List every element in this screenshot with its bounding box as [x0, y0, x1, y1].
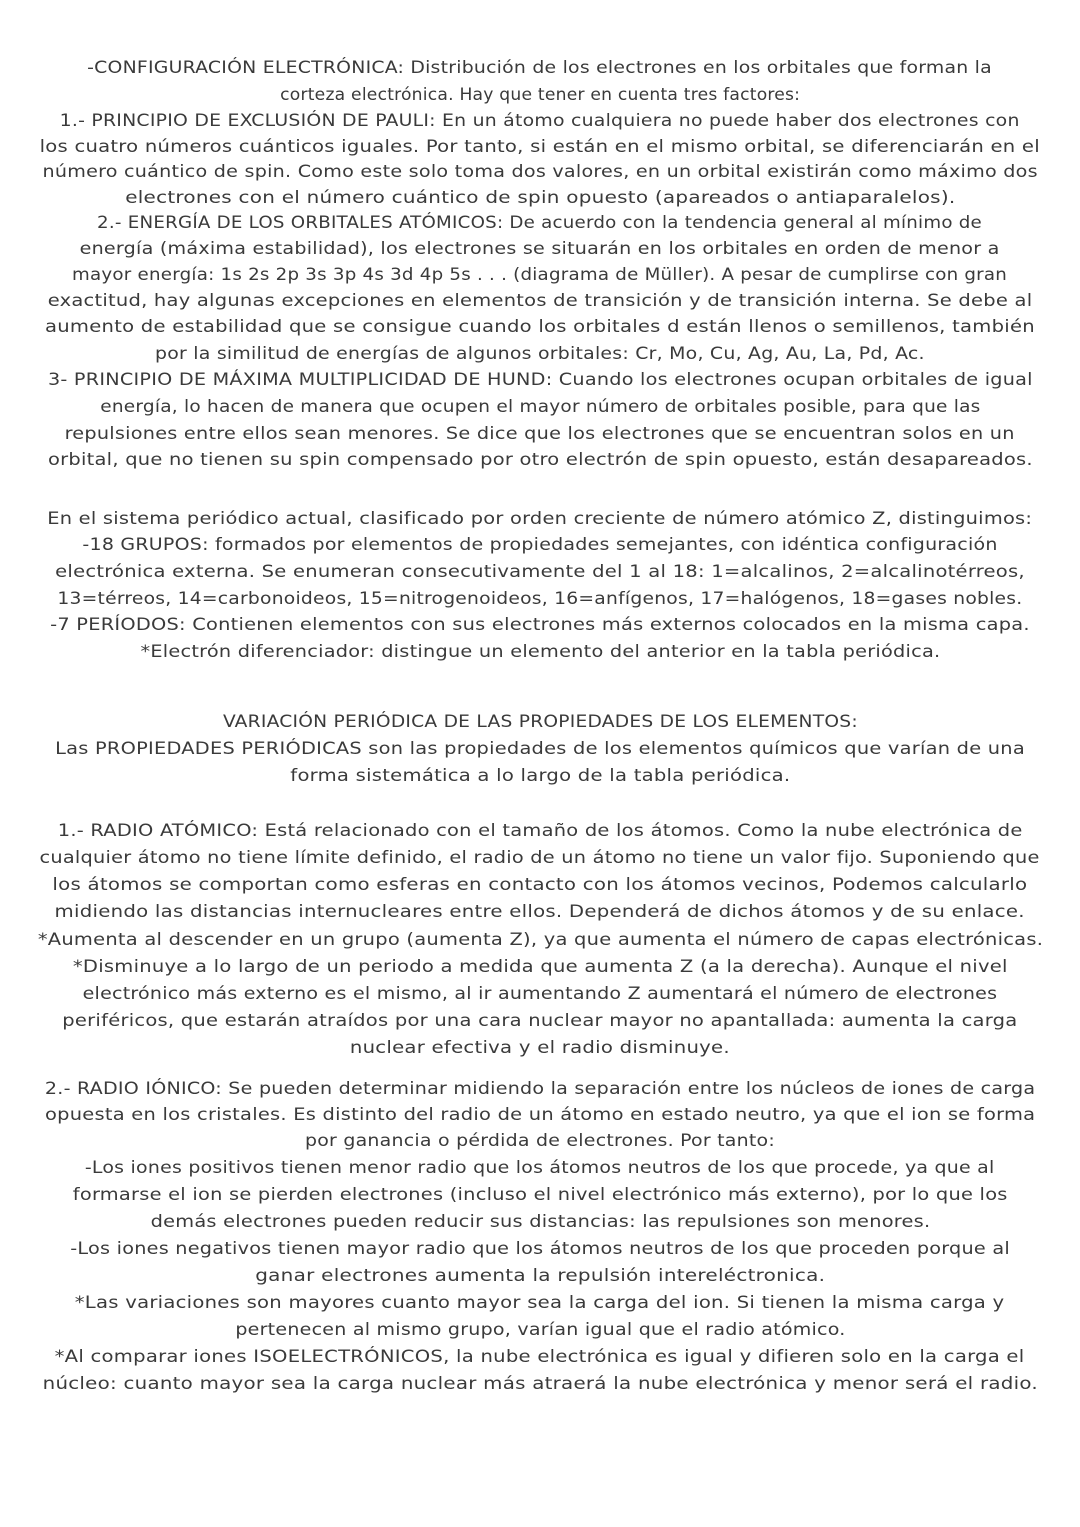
- configuracion-electronica-line: [0, 187, 1080, 209]
- text-line: -Los iones positivos tienen menor radio que los átomos neutros de los que procede, ya que al: [85, 1158, 995, 1178]
- radio-ionico-line: [0, 1373, 1080, 1395]
- sistema-periodico-line: [0, 561, 1080, 583]
- radio-atomico-line: [0, 1010, 1080, 1032]
- radio-ionico-line: [0, 1078, 1080, 1100]
- radio-ionico-line: [0, 1184, 1080, 1206]
- text-line: pertenecen al mismo grupo, varían igual que el radio atómico.: [234, 1320, 846, 1340]
- text-line: *Electrón diferenciador: distingue un elemento del anterior en la tabla periódica.: [140, 642, 940, 662]
- text-line: 3- PRINCIPIO DE MÁXIMA MULTIPLICIDAD DE HUND: Cuando los electrones ocupan orbitales de igual: [47, 370, 1033, 390]
- radio-atomico-line: [0, 929, 1080, 951]
- configuracion-electronica-line: [0, 449, 1080, 471]
- text-line: electrónico más externo es el mismo, al ir aumentando Z aumentará el número de electrones: [82, 984, 998, 1004]
- radio-atomico-line: [0, 956, 1080, 978]
- text-line: por la similitud de energías de algunos orbitales: Cr, Mo, Cu, Ag, Au, La, Pd, Ac.: [155, 344, 925, 364]
- text-line: mayor energía: 1s 2s 2p 3s 3p 4s 3d 4p 5s . . . (diagrama de Müller). A pesar de cumplirse con gran: [72, 265, 1008, 285]
- sistema-periodico-line: [0, 588, 1080, 610]
- text-line: 1.- RADIO ATÓMICO: Está relacionado con el tamaño de los átomos. Como la nube electrónica de: [57, 821, 1023, 841]
- text-line: demás electrones pueden reducir sus distancias: las repulsiones son menores.: [150, 1212, 930, 1232]
- text-line: Las PROPIEDADES PERIÓDICAS son las propiedades de los elementos químicos que varían de una: [55, 739, 1025, 759]
- text-line: *Disminuye a lo largo de un periodo a medida que aumenta Z (a la derecha). Aunque el nivel: [72, 957, 1008, 977]
- variacion-periodica-line: [0, 765, 1080, 787]
- radio-ionico-line: [0, 1265, 1080, 1287]
- text-line: energía (máxima estabilidad), los electrones se situarán en los orbitales en orden de menor a: [79, 239, 1000, 259]
- configuracion-electronica-line: [0, 290, 1080, 312]
- radio-ionico-line: [0, 1292, 1080, 1314]
- text-line: los cuatro números cuánticos iguales. Por tanto, si están en el mismo orbital, se diferenciarán en el: [39, 137, 1041, 157]
- text-line: cualquier átomo no tiene límite definido, el radio de un átomo no tiene un valor fijo. Suponiendo que: [39, 848, 1041, 868]
- text-line: *Las variaciones son mayores cuanto mayor sea la carga del ion. Si tienen la misma carga y: [75, 1293, 1005, 1313]
- radio-ionico-line: [0, 1211, 1080, 1233]
- configuracion-electronica-line: [0, 396, 1080, 418]
- text-line: corteza electrónica. Hay que tener en cuenta tres factores:: [279, 85, 800, 105]
- configuracion-electronica-line: [0, 84, 1080, 106]
- text-line: 2.- RADIO IÓNICO: Se pueden determinar midiendo la separación entre los núcleos de iones de carga: [44, 1079, 1036, 1099]
- radio-atomico-line: [0, 1037, 1080, 1059]
- text-line: electrones con el número cuántico de spin opuesto (apareados o antiaparalelos).: [124, 188, 956, 208]
- text-line: nuclear efectiva y el radio disminuye.: [349, 1038, 731, 1058]
- text-line: electrónica externa. Se enumeran consecutivamente del 1 al 18: 1=alcalinos, 2=alcalinotérreos,: [55, 562, 1025, 582]
- configuracion-electronica-line: [0, 264, 1080, 286]
- radio-atomico-line: [0, 983, 1080, 1005]
- configuracion-electronica-line: [0, 316, 1080, 338]
- radio-atomico-line: [0, 847, 1080, 869]
- text-line: midiendo las distancias internucleares entre ellos. Dependerá de dichos átomos y de su enlace.: [54, 902, 1026, 922]
- text-line: exactitud, hay algunas excepciones en elementos de transición y de transición interna. Se debe al: [47, 291, 1033, 311]
- text-line: *Aumenta al descender en un grupo (aumenta Z), ya que aumenta el número de capas electrónicas.: [37, 930, 1043, 950]
- radio-ionico-line: [0, 1319, 1080, 1341]
- radio-atomico-line: [0, 820, 1080, 842]
- text-line: 13=térreos, 14=carbonoideos, 15=nitrogenoideos, 16=anfígenos, 17=halógenos, 18=gases nobles.: [57, 589, 1023, 609]
- text-line: -Los iones negativos tienen mayor radio que los átomos neutros de los que proceden porque al: [70, 1239, 1010, 1259]
- configuracion-electronica-line: [0, 57, 1080, 79]
- text-line: aumento de estabilidad que se consigue cuando los orbitales d están llenos o semillenos, también: [45, 317, 1035, 337]
- text-line: En el sistema periódico actual, clasificado por orden creciente de número atómico Z, distinguimos:: [47, 509, 1033, 529]
- configuracion-electronica-line: [0, 423, 1080, 445]
- radio-ionico-line: [0, 1130, 1080, 1152]
- sistema-periodico-line: [0, 508, 1080, 530]
- text-line: formarse el ion se pierden electrones (incluso el nivel electrónico más externo), por lo que los: [72, 1185, 1008, 1205]
- text-line: *Al comparar iones ISOELECTRÓNICOS, la nube electrónica es igual y difieren solo en la carga el: [55, 1347, 1025, 1367]
- text-line: 1.- PRINCIPIO DE EXCLUSIÓN DE PAULI: En un átomo cualquiera no puede haber dos electrones con: [59, 111, 1021, 131]
- configuracion-electronica-line: [0, 369, 1080, 391]
- sistema-periodico-line: [0, 641, 1080, 663]
- text-line: repulsiones entre ellos sean menores. Se dice que los electrones que se encuentran solos en un: [64, 424, 1016, 444]
- sistema-periodico-line: [0, 614, 1080, 636]
- variacion-periodica-line: [0, 738, 1080, 760]
- configuracion-electronica-line: [0, 110, 1080, 132]
- radio-ionico-line: [0, 1238, 1080, 1260]
- text-line: forma sistemática a lo largo de la tabla periódica.: [289, 766, 791, 786]
- configuracion-electronica-line: [0, 343, 1080, 365]
- configuracion-electronica-line: [0, 161, 1080, 183]
- radio-ionico-line: [0, 1104, 1080, 1126]
- sistema-periodico-line: [0, 534, 1080, 556]
- text-line: ganar electrones aumenta la repulsión intereléctronica.: [255, 1266, 825, 1286]
- text-line: número cuántico de spin. Como este solo toma dos valores, en un orbital existirán como máximo dos: [42, 162, 1038, 182]
- text-line: VARIACIÓN PERIÓDICA DE LAS PROPIEDADES DE LOS ELEMENTOS:: [222, 712, 858, 732]
- configuracion-electronica-line: [0, 238, 1080, 260]
- text-line: opuesta en los cristales. Es distinto del radio de un átomo en estado neutro, ya que el ion se forma: [44, 1105, 1036, 1125]
- text-line: -18 GRUPOS: formados por elementos de propiedades semejantes, con idéntica configuración: [82, 535, 998, 555]
- text-line: 2.- ENERGÍA DE LOS ORBITALES ATÓMICOS: De acuerdo con la tendencia general al mínimo de: [97, 213, 983, 233]
- radio-atomico-line: [0, 874, 1080, 896]
- text-line: -7 PERÍODOS: Contienen elementos con sus electrones más externos colocados en la misma capa.: [50, 615, 1030, 635]
- text-line: los átomos se comportan como esferas en contacto con los átomos vecinos, Podemos calcularlo: [52, 875, 1028, 895]
- text-line: orbital, que no tienen su spin compensado por otro electrón de spin opuesto, están desapareados.: [47, 450, 1033, 470]
- radio-ionico-line: [0, 1346, 1080, 1368]
- text-line: por ganancia o pérdida de electrones. Por tanto:: [304, 1131, 775, 1151]
- radio-ionico-line: [0, 1157, 1080, 1179]
- configuracion-electronica-line: [0, 212, 1080, 234]
- text-line: núcleo: cuanto mayor sea la carga nuclear más atraerá la nube electrónica y menor será el radio.: [42, 1374, 1038, 1394]
- text-line: energía, lo hacen de manera que ocupen el mayor número de orbitales posible, para que las: [99, 397, 981, 417]
- variacion-periodica-line: [0, 711, 1080, 733]
- text-line: -CONFIGURACIÓN ELECTRÓNICA: Distribución de los electrones en los orbitales que forman la: [87, 58, 993, 78]
- text-line: periféricos, que estarán atraídos por una cara nuclear mayor no apantallada: aumenta la carga: [62, 1011, 1018, 1031]
- configuracion-electronica-line: [0, 136, 1080, 158]
- radio-atomico-line: [0, 901, 1080, 923]
